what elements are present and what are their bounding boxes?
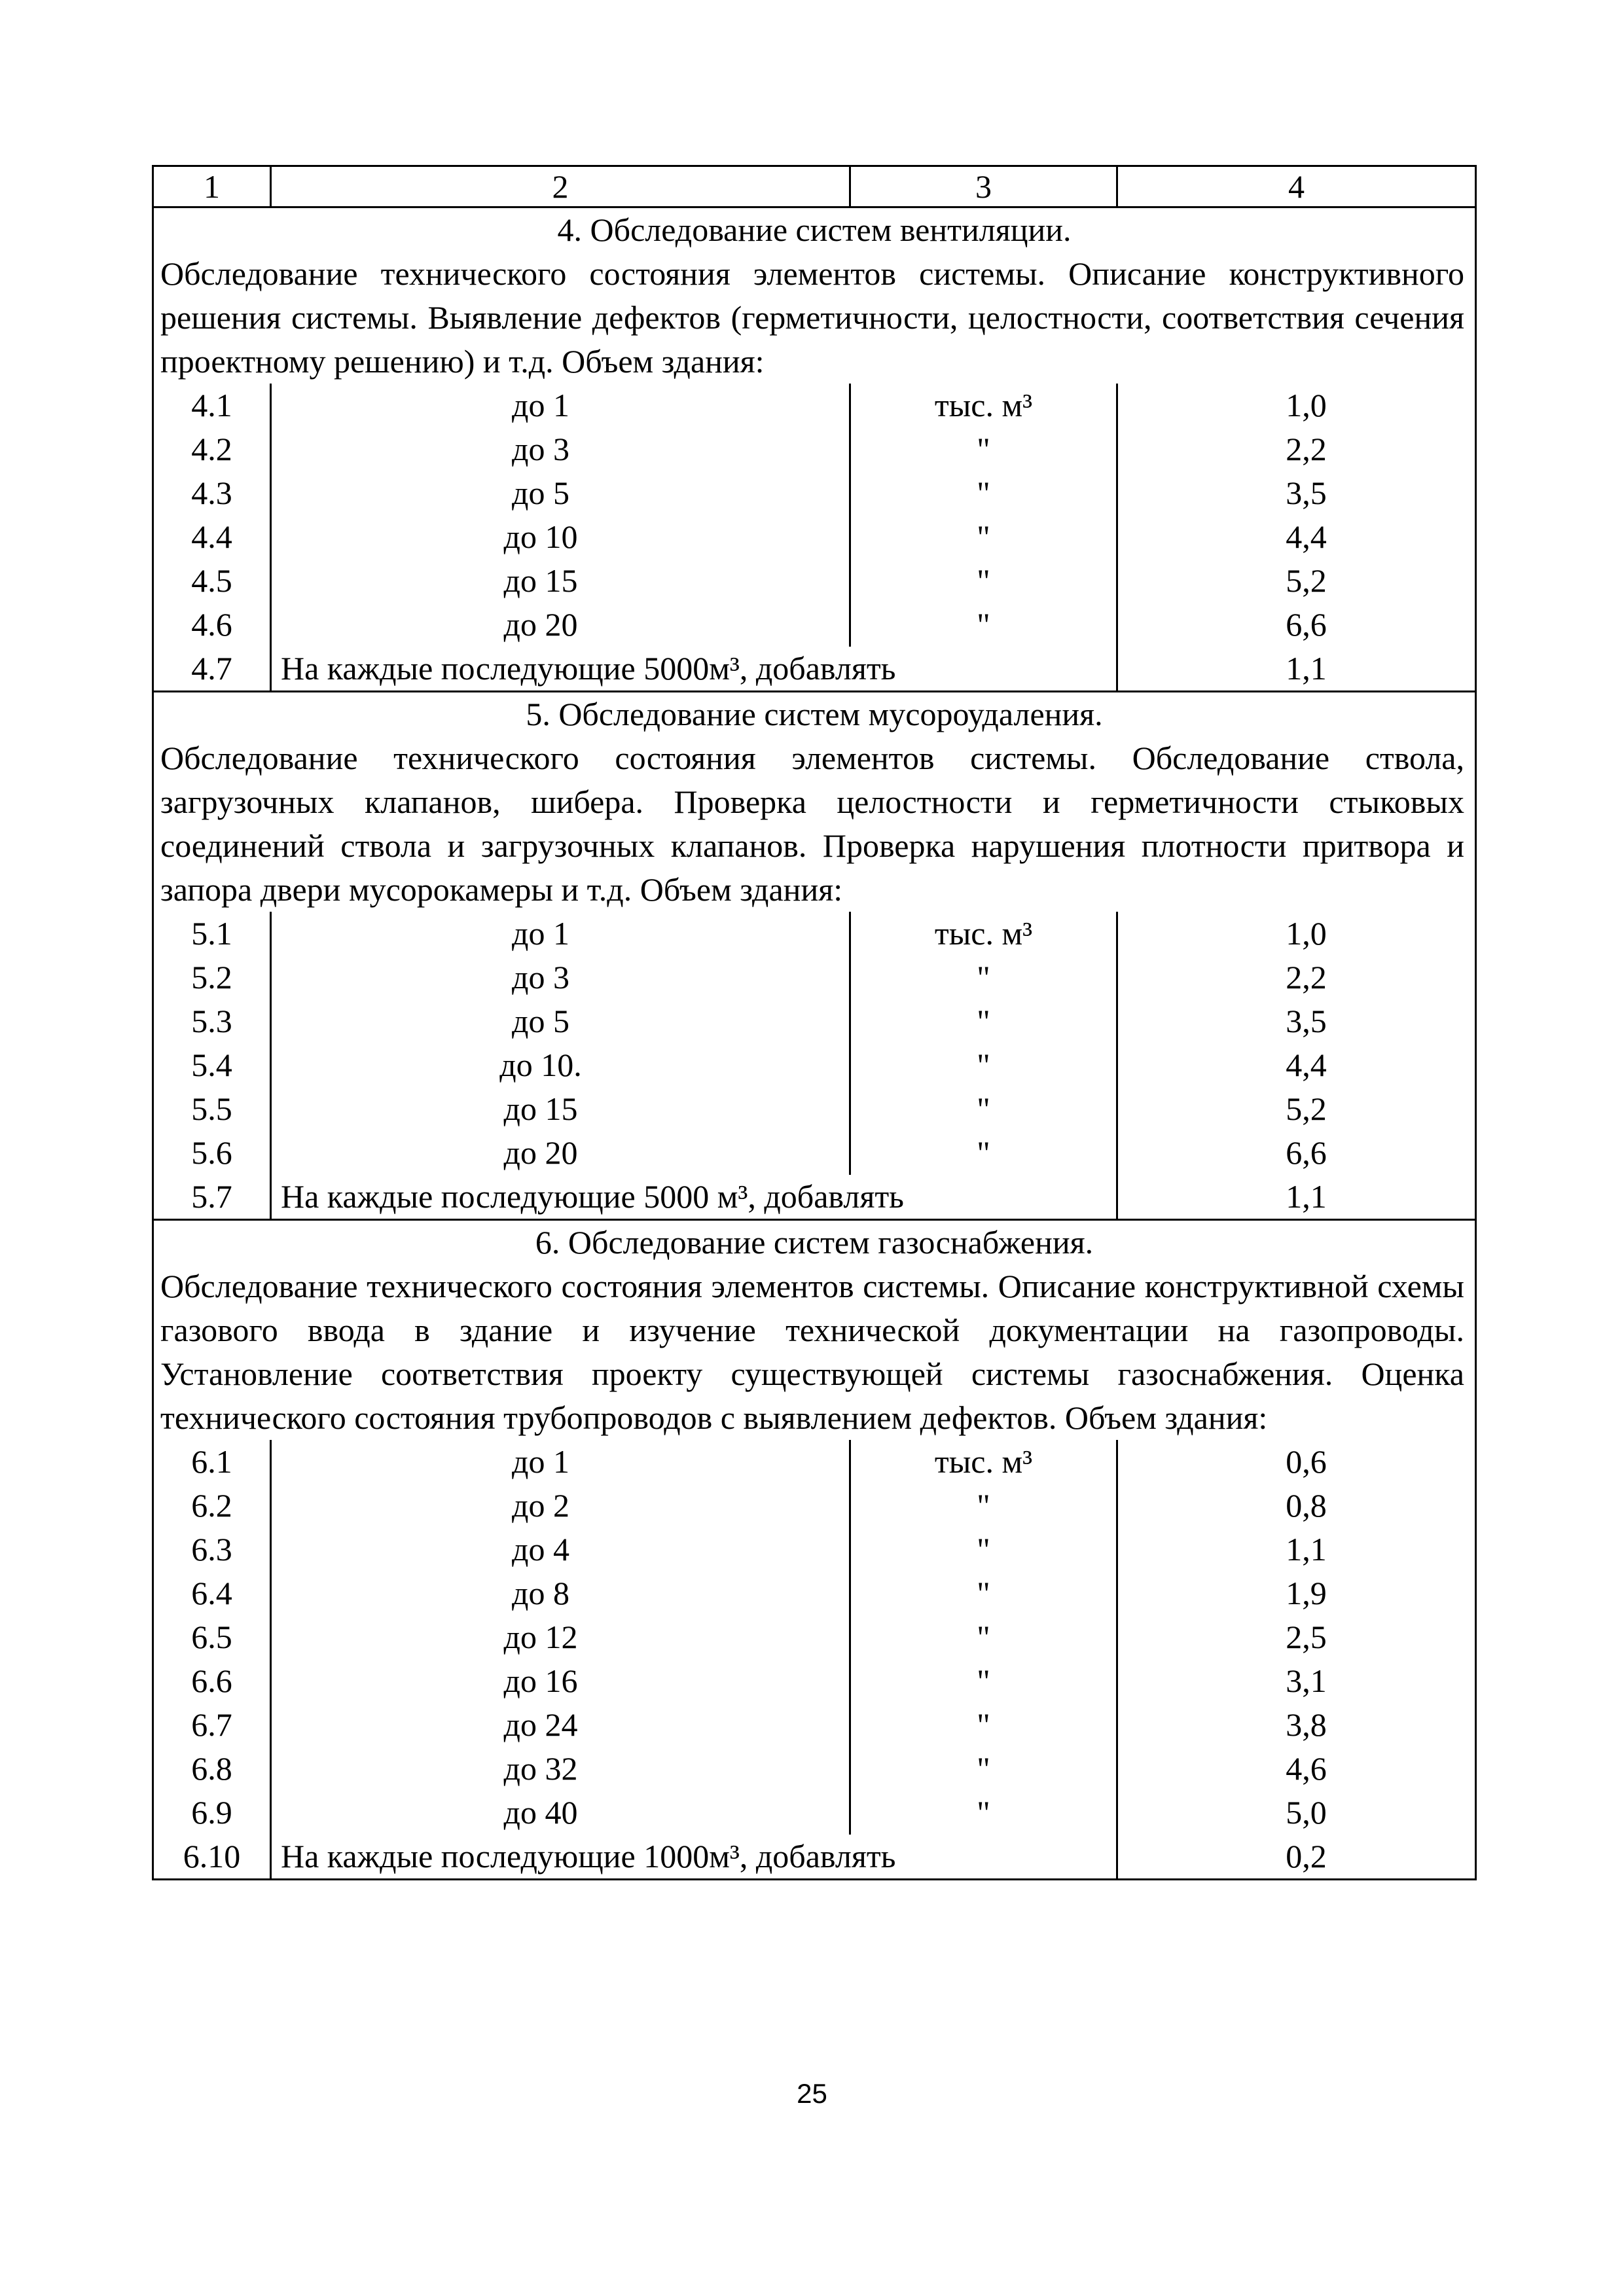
item-number: 4.6 — [153, 603, 271, 647]
table-row — [153, 912, 1476, 956]
volume-range: до 15 — [271, 559, 850, 603]
additional-volume-note: На каждые последующие 5000м³, добавлять — [271, 647, 1117, 692]
unit-cell: " — [850, 471, 1117, 515]
rate-value: 4,4 — [1117, 515, 1476, 559]
unit-cell: " — [850, 427, 1117, 471]
table-row — [153, 1571, 1476, 1615]
rate-value: 5,0 — [1117, 1791, 1476, 1835]
volume-range: до 5 — [271, 471, 850, 515]
item-number: 4.3 — [153, 471, 271, 515]
table-row — [153, 1087, 1476, 1131]
item-number: 4.1 — [153, 384, 271, 427]
volume-range: до 1 — [271, 1440, 850, 1484]
volume-range: до 20 — [271, 1131, 850, 1175]
column-number-4: 4 — [1117, 166, 1476, 207]
volume-range: до 5 — [271, 999, 850, 1043]
additional-volume-note: На каждые последующие 1000м³, добавлять — [271, 1835, 1117, 1880]
table-row — [153, 559, 1476, 603]
rate-value: 1,1 — [1117, 1528, 1476, 1571]
table-row — [153, 1043, 1476, 1087]
item-number: 5.4 — [153, 1043, 271, 1087]
unit-cell: " — [850, 1043, 1117, 1087]
volume-range: до 1 — [271, 384, 850, 427]
page-number: 25 — [797, 2078, 827, 2109]
volume-range: до 2 — [271, 1484, 850, 1528]
volume-range: до 32 — [271, 1747, 850, 1791]
rate-value: 1,0 — [1117, 384, 1476, 427]
rate-value: 2,2 — [1117, 956, 1476, 999]
table-row — [153, 1659, 1476, 1703]
item-number: 6.7 — [153, 1703, 271, 1747]
volume-range: до 3 — [271, 427, 850, 471]
section-footer-row — [153, 647, 1476, 692]
rate-value: 2,2 — [1117, 427, 1476, 471]
unit-cell: " — [850, 1131, 1117, 1175]
rate-value: 1,1 — [1117, 1175, 1476, 1220]
unit-cell: тыс. м³ — [850, 912, 1117, 956]
volume-range: до 1 — [271, 912, 850, 956]
item-number: 6.10 — [153, 1835, 271, 1880]
table-row — [153, 384, 1476, 427]
unit-cell: " — [850, 515, 1117, 559]
item-number: 5.2 — [153, 956, 271, 999]
section-title-row — [153, 1220, 1476, 1265]
section-description: Обследование технического состояния элементов системы. Описание конструктивного решения системы. Выявление дефектов (герметичности, целостности, соответствия сечения проектному решению) и т.д. Объем здания: — [153, 252, 1476, 384]
item-number: 4.2 — [153, 427, 271, 471]
table-row — [153, 1615, 1476, 1659]
volume-range: до 16 — [271, 1659, 850, 1703]
rate-value: 3,5 — [1117, 999, 1476, 1043]
rate-value: 4,4 — [1117, 1043, 1476, 1087]
item-number: 5.3 — [153, 999, 271, 1043]
item-number: 5.5 — [153, 1087, 271, 1131]
unit-cell: " — [850, 1615, 1117, 1659]
rate-value: 0,8 — [1117, 1484, 1476, 1528]
rates-table-body — [153, 166, 1476, 1880]
rate-value: 1,9 — [1117, 1571, 1476, 1615]
rate-value: 6,6 — [1117, 603, 1476, 647]
section-title-row — [153, 207, 1476, 253]
unit-cell: " — [850, 1571, 1117, 1615]
rate-value: 3,5 — [1117, 471, 1476, 515]
table-row — [153, 1791, 1476, 1835]
section-title: 6. Обследование систем газоснабжения. — [153, 1220, 1476, 1265]
item-number: 4.7 — [153, 647, 271, 692]
column-number-2: 2 — [271, 166, 850, 207]
section-description: Обследование технического состояния элементов системы. Описание конструктивной схемы газового ввода в здание и изучение технической документации на газопроводы. Установление соответствия проекту существующей системы газоснабжения. Оценка технического состояния трубопроводов с выявлением дефектов. Объем здания: — [153, 1265, 1476, 1440]
unit-cell: " — [850, 1484, 1117, 1528]
column-number-row — [153, 166, 1476, 207]
rate-value: 0,2 — [1117, 1835, 1476, 1880]
volume-range: до 24 — [271, 1703, 850, 1747]
item-number: 4.5 — [153, 559, 271, 603]
item-number: 6.1 — [153, 1440, 271, 1484]
unit-cell: " — [850, 1528, 1117, 1571]
table-row — [153, 1747, 1476, 1791]
rate-value: 2,5 — [1117, 1615, 1476, 1659]
unit-cell: " — [850, 1747, 1117, 1791]
table-row — [153, 515, 1476, 559]
volume-range: до 3 — [271, 956, 850, 999]
column-number-3: 3 — [850, 166, 1117, 207]
volume-range: до 8 — [271, 1571, 850, 1615]
unit-cell: " — [850, 1791, 1117, 1835]
table-row — [153, 471, 1476, 515]
unit-cell: тыс. м³ — [850, 384, 1117, 427]
volume-range: до 40 — [271, 1791, 850, 1835]
volume-range: до 12 — [271, 1615, 850, 1659]
volume-range: до 10 — [271, 515, 850, 559]
rates-table — [152, 165, 1477, 1880]
table-row — [153, 603, 1476, 647]
unit-cell: " — [850, 559, 1117, 603]
item-number: 4.4 — [153, 515, 271, 559]
additional-volume-note: На каждые последующие 5000 м³, добавлять — [271, 1175, 1117, 1220]
section-description: Обследование технического состояния элементов системы. Обследование ствола, загрузочных клапанов, шибера. Проверка целостности и герметичности стыковых соединений ствола и загрузочных клапанов. Проверка нарушения плотности притвора и запора двери мусорокамеры и т.д. Объем здания: — [153, 736, 1476, 912]
item-number: 6.6 — [153, 1659, 271, 1703]
table-row — [153, 1528, 1476, 1571]
section-title-row — [153, 692, 1476, 737]
table-row — [153, 999, 1476, 1043]
item-number: 6.3 — [153, 1528, 271, 1571]
rate-value: 6,6 — [1117, 1131, 1476, 1175]
item-number: 5.1 — [153, 912, 271, 956]
table-row — [153, 427, 1476, 471]
item-number: 5.7 — [153, 1175, 271, 1220]
table-row — [153, 1484, 1476, 1528]
rate-value: 4,6 — [1117, 1747, 1476, 1791]
item-number: 6.8 — [153, 1747, 271, 1791]
item-number: 6.2 — [153, 1484, 271, 1528]
volume-range: до 4 — [271, 1528, 850, 1571]
section-title: 5. Обследование систем мусороудаления. — [153, 692, 1476, 737]
section-description-row — [153, 736, 1476, 912]
column-number-1: 1 — [153, 166, 271, 207]
section-footer-row — [153, 1835, 1476, 1880]
unit-cell: " — [850, 999, 1117, 1043]
unit-cell: " — [850, 1087, 1117, 1131]
unit-cell: " — [850, 956, 1117, 999]
unit-cell: " — [850, 1703, 1117, 1747]
rate-value: 5,2 — [1117, 559, 1476, 603]
item-number: 5.6 — [153, 1131, 271, 1175]
rate-value: 3,8 — [1117, 1703, 1476, 1747]
unit-cell: " — [850, 603, 1117, 647]
section-title: 4. Обследование систем вентиляции. — [153, 207, 1476, 253]
table-row — [153, 1440, 1476, 1484]
item-number: 6.5 — [153, 1615, 271, 1659]
rate-value: 3,1 — [1117, 1659, 1476, 1703]
section-footer-row — [153, 1175, 1476, 1220]
section-description-row — [153, 252, 1476, 384]
rate-value: 0,6 — [1117, 1440, 1476, 1484]
volume-range: до 20 — [271, 603, 850, 647]
table-row — [153, 956, 1476, 999]
item-number: 6.4 — [153, 1571, 271, 1615]
volume-range: до 15 — [271, 1087, 850, 1131]
rate-value: 1,0 — [1117, 912, 1476, 956]
item-number: 6.9 — [153, 1791, 271, 1835]
rate-value: 1,1 — [1117, 647, 1476, 692]
table-row — [153, 1131, 1476, 1175]
unit-cell: " — [850, 1659, 1117, 1703]
table-row — [153, 1703, 1476, 1747]
section-description-row — [153, 1265, 1476, 1440]
rate-value: 5,2 — [1117, 1087, 1476, 1131]
unit-cell: тыс. м³ — [850, 1440, 1117, 1484]
volume-range: до 10. — [271, 1043, 850, 1087]
